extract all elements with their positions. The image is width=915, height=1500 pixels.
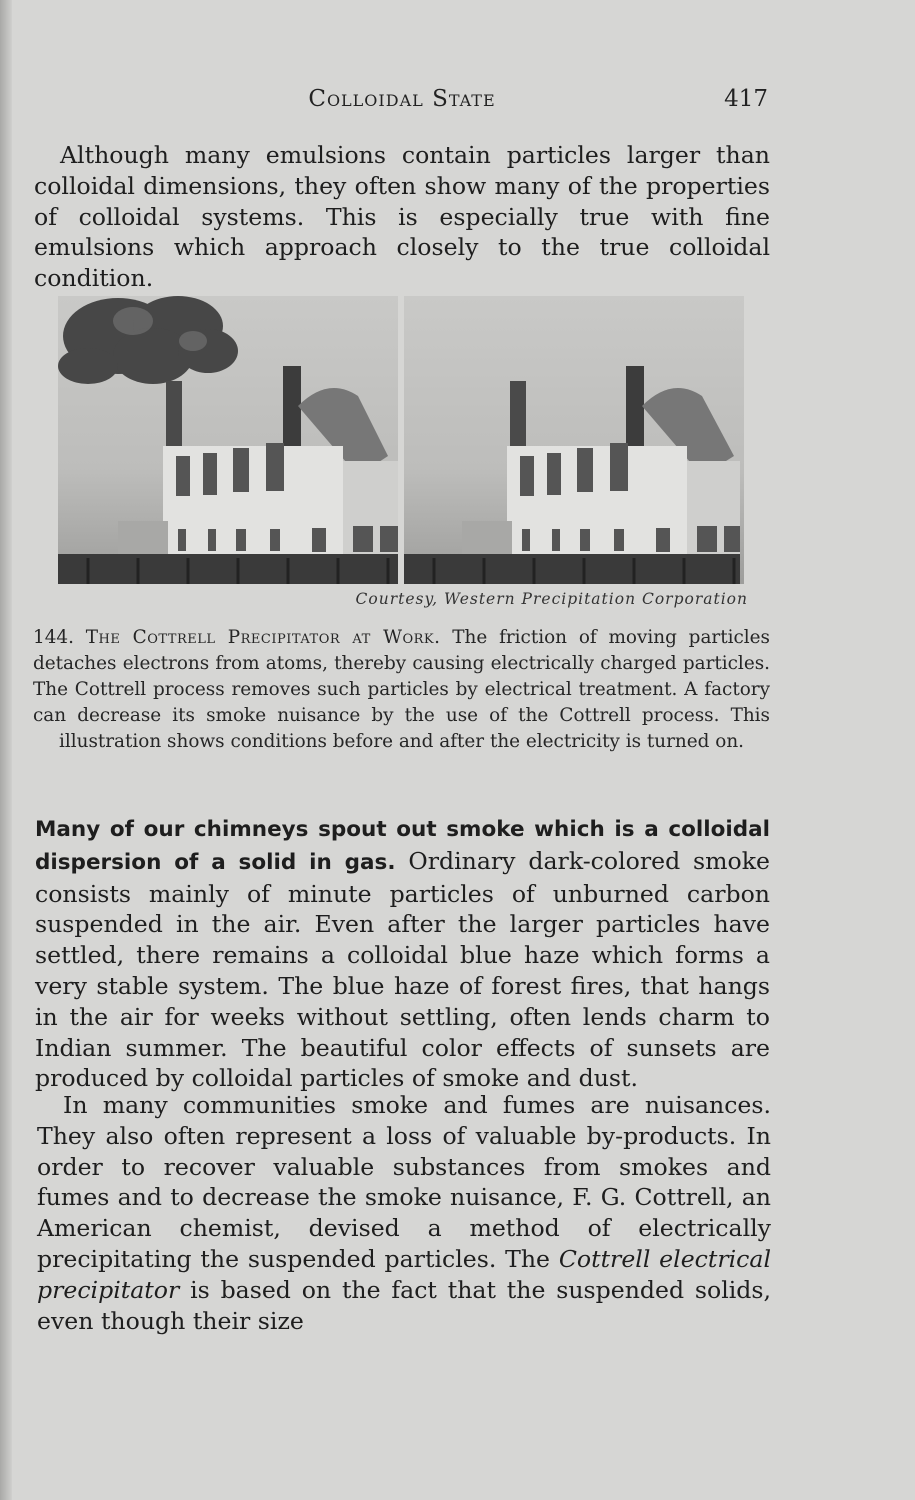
figure-caption [33, 625, 770, 755]
photo-after [404, 296, 744, 584]
running-head: Colloidal State [308, 86, 496, 112]
cottrell-paragraph-start: In many communities smoke and fumes are nuisances. They also often represent a loss of valuable by-products. In order to recover valuable substances from smokes and fumes and to decrease the smoke nuisance, F. G. Cottrell, an American chemist, devised a method of electrically precipitating the suspended particles. The [37, 1091, 771, 1273]
page-edge [0, 0, 12, 1500]
caption-number: 144. [33, 627, 74, 648]
cottrell-paragraph [37, 1090, 771, 1336]
page-header [36, 86, 768, 116]
smoke-paragraph-lead: Many of our chimneys spout out smoke which is a colloidal dispersion of a solid in gas. [35, 817, 770, 875]
figure-photographs [58, 296, 740, 584]
caption-title: The Cottrell Precipitator at Work. [85, 627, 441, 648]
smoke-paragraph-body: Ordinary dark-colored smoke consists mainly of minute particles of unburned carbon suspended in the air. Even after the larger particles have settled, there remains a colloidal blue haze which forms a very stable system. The blue haze of forest fires, that hangs in the air for weeks without settling, often lends charm to Indian summer. The beautiful color effects of sunsets are produced by colloidal particles of smoke and dust. [35, 846, 771, 1093]
intro-paragraph-text: Although many emulsions contain particles larger than colloidal dimensions, they often show many of the properties of colloidal systems. This is especially true with fine emulsions which approach closely to the true colloidal condition. [34, 141, 770, 293]
page-number: 417 [724, 86, 768, 112]
factory-smoking-image [58, 296, 398, 584]
photo-before [58, 296, 398, 584]
caption-text: The friction of moving particles detaches electrons from atoms, thereby causing electrically charged particles. The Cottrell process removes such particles by electrical treatment. A factory can decrease its smoke nuisance by the use of the Cottrell process. This illustration shows conditions before and after the electricity is turned on. [33, 627, 770, 752]
smoke-paragraph [35, 813, 770, 1094]
factory-clear-image [404, 296, 740, 584]
figure-credit: Courtesy, Western Precipitation Corporation [355, 590, 748, 608]
intro-paragraph [34, 140, 770, 294]
cottrell-paragraph-end: is based on the fact that the suspended solids, even though their size [37, 1275, 771, 1335]
cottrell-precipitator-term: Cottrell electrical precipitator [37, 1244, 771, 1304]
